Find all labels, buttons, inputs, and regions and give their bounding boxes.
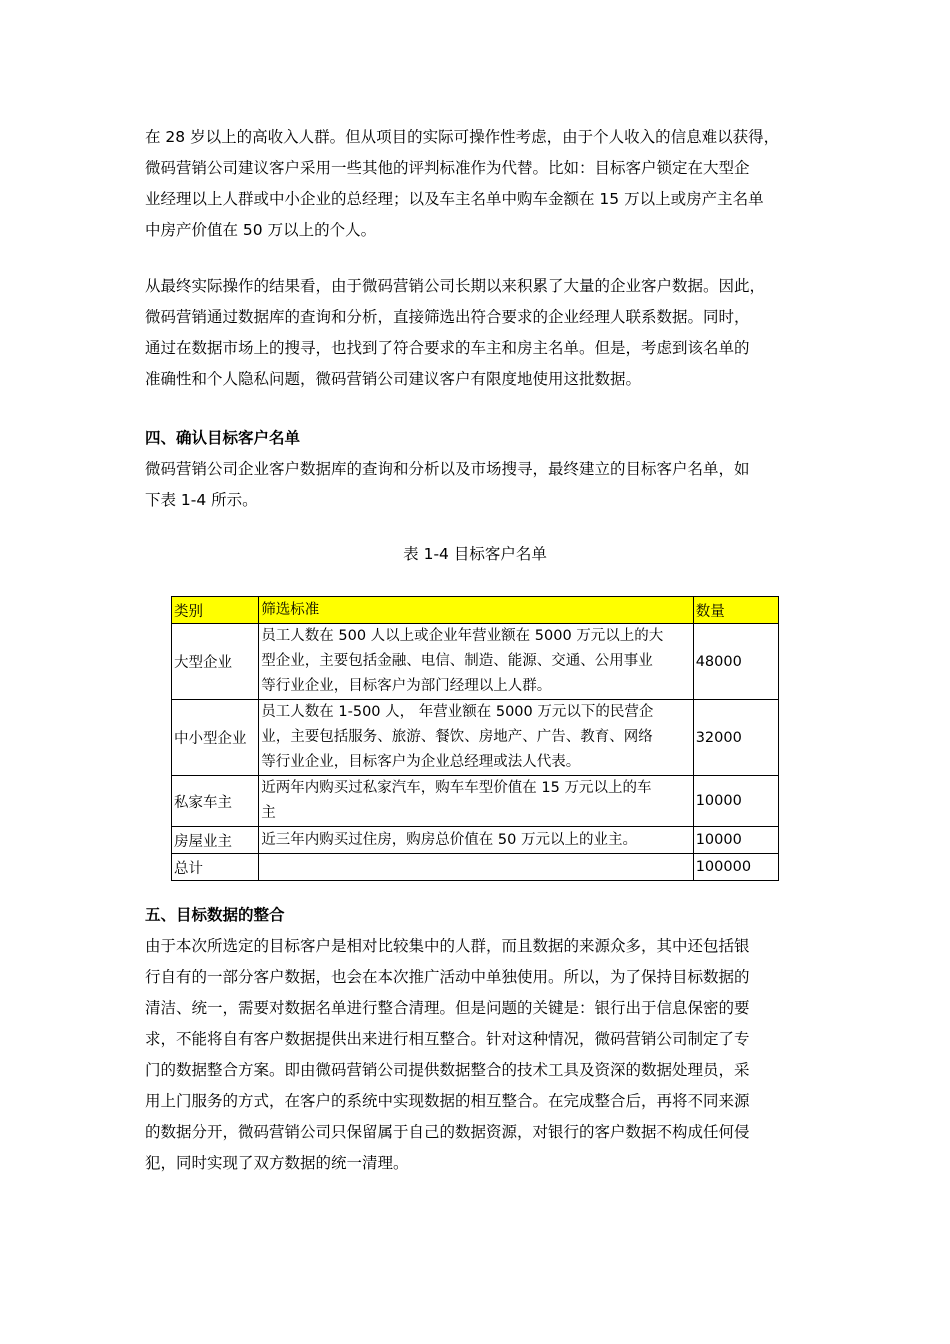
cell-criteria — [259, 624, 693, 700]
cell-criteria — [259, 776, 693, 827]
criteria-line: 业，主要包括服务、旅游、餐饮、房地产、广告、教育、网络 — [261, 729, 653, 745]
cell-criteria — [259, 700, 693, 776]
table-row — [172, 776, 779, 827]
text-line: 行自有的一部分客户数据，也会在本次推广活动中单独使用。所以，为了保持目标数据的 — [145, 968, 750, 986]
table-row-total — [172, 854, 779, 881]
cell-category: 总计 — [172, 854, 259, 881]
cell-category: 房屋业主 — [172, 827, 259, 854]
criteria-line: 型企业，主要包括金融、电信、制造、能源、交通、公用事业 — [261, 653, 653, 669]
text-line: 微码营销公司建议客户采用一些其他的评判标准作为代替。比如：目标客户锁定在大型企 — [145, 159, 750, 177]
section-heading-data-integration: 五、目标数据的整合 — [145, 906, 285, 924]
text-line: 从最终实际操作的结果看，由于微码营销公司长期以来积累了大量的企业客户数据。因此， — [145, 277, 766, 295]
text-line: 准确性和个人隐私问题，微码营销公司建议客户有限度地使用这批数据。 — [145, 370, 642, 388]
text-line: 通过在数据市场上的搜寻，也找到了符合要求的车主和房主名单。但是，考虑到该名单的 — [145, 339, 750, 357]
text-line: 业经理以上人群或中小企业的总经理；以及车主名单中购车金额在 15 万以上或房产主名单 — [145, 190, 764, 208]
text-line: 的数据分开，微码营销公司只保留属于自己的数据资源，对银行的客户数据不构成任何侵 — [145, 1123, 750, 1141]
cell-criteria — [259, 827, 693, 854]
text-line: 用上门服务的方式，在客户的系统中实现数据的相互整合。在完成整合后，再将不同来源 — [145, 1092, 750, 1110]
text-line: 清洁、统一，需要对数据名单进行整合清理。但是问题的关键是：银行出于信息保密的要 — [145, 999, 750, 1017]
cell-count: 10000 — [693, 776, 778, 827]
text-line: 求，不能将自有客户数据提供出来进行相互整合。针对这种情况，微码营销公司制定了专 — [145, 1030, 750, 1048]
target-customer-table — [171, 596, 779, 881]
cell-count: 10000 — [693, 827, 778, 854]
cell-category: 中小型企业 — [172, 700, 259, 776]
criteria-line: 近两年内购买过私家汽车，购车车型价值在 15 万元以上的车 — [261, 780, 652, 796]
criteria-line: 等行业企业，目标客户为部门经理以上人群。 — [261, 678, 552, 694]
header-category: 类别 — [172, 597, 259, 624]
cell-category: 大型企业 — [172, 624, 259, 700]
text-line: 在 28 岁以上的高收入人群。但从项目的实际可操作性考虑，由于个人收入的信息难以获得， — [145, 128, 780, 146]
criteria-line: 员工人数在 1-500 人， 年营业额在 5000 万元以下的民营企 — [261, 704, 654, 720]
paragraph-data-integration — [145, 931, 825, 1179]
text-line: 由于本次所选定的目标客户是相对比较集中的人群，而且数据的来源众多，其中还包括银 — [145, 937, 750, 955]
text-line: 下表 1-4 所示。 — [145, 491, 258, 509]
cell-criteria-empty — [259, 854, 693, 881]
paragraph-confirm-list — [145, 454, 825, 516]
table-caption: 表 1-4 目标客户名单 — [403, 545, 547, 563]
table-header-row — [172, 597, 779, 624]
cell-count: 48000 — [693, 624, 778, 700]
text-line: 犯，同时实现了双方数据的统一清理。 — [145, 1154, 409, 1172]
text-line: 门的数据整合方案。即由微码营销公司提供数据整合的技术工具及资深的数据处理员，采 — [145, 1061, 750, 1079]
text-line: 微码营销通过数据库的查询和分析，直接筛选出符合要求的企业经理人联系数据。同时， — [145, 308, 750, 326]
cell-category: 私家车主 — [172, 776, 259, 827]
section-heading-confirm-list: 四、确认目标客户名单 — [145, 429, 301, 447]
criteria-line: 员工人数在 500 人以上或企业年营业额在 5000 万元以上的大 — [261, 628, 664, 644]
table-row — [172, 624, 779, 700]
table-row — [172, 700, 779, 776]
header-criteria: 筛选标准 — [259, 597, 693, 624]
cell-count: 100000 — [693, 854, 778, 881]
criteria-line: 近三年内购买过住房，购房总价值在 50 万元以上的业主。 — [261, 831, 637, 848]
paragraph-operation-result — [145, 271, 825, 395]
paragraph-income-criteria — [145, 122, 825, 246]
criteria-line: 主 — [261, 805, 276, 821]
header-count: 数量 — [693, 597, 778, 624]
table-row — [172, 827, 779, 854]
cell-count: 32000 — [693, 700, 778, 776]
text-line: 微码营销公司企业客户数据库的查询和分析以及市场搜寻，最终建立的目标客户名单，如 — [145, 460, 750, 478]
criteria-line: 等行业企业，目标客户为企业总经理或法人代表。 — [261, 754, 581, 770]
text-line: 中房产价值在 50 万以上的个人。 — [145, 221, 377, 239]
